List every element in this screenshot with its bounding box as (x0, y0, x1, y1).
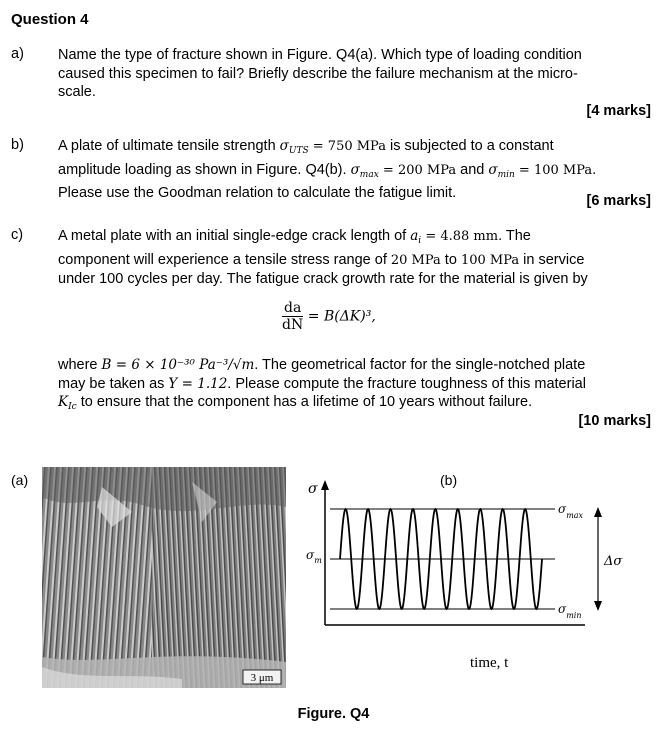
text: and (456, 161, 489, 178)
text: to ensure that the component has a lifetime of 10 years without failure. (76, 394, 533, 410)
arrow-up-icon (594, 507, 602, 517)
part-c-line-3: under 100 cycles per day. The fatigue crack growth rate for the material is given by (58, 271, 588, 287)
part-c-line-5 (58, 375, 653, 394)
part-b-line-3: Please use the Goodman relation to calculate the fatigue limit. (58, 185, 457, 201)
text: where (58, 357, 102, 373)
scale-bar-label: 3 μm (250, 672, 274, 684)
eq-denominator: dN (282, 317, 304, 333)
part-a-label: a) (11, 46, 24, 62)
derivative-fraction (282, 300, 303, 333)
part-a-line: Name the type of fracture shown in Figure. Q4(a). Which type of loading condition (58, 47, 582, 63)
part-c-text (58, 227, 653, 289)
part-b-label: b) (11, 137, 24, 153)
part-c-line-6 (58, 393, 653, 417)
text: A plate of ultimate tensile strength (58, 138, 280, 154)
time-axis-label: time, t (470, 655, 509, 671)
part-c-text-2 (58, 356, 653, 417)
a-initial: $a_i$ (410, 228, 422, 246)
text: component will experience a tensile stress range of (58, 251, 391, 268)
sigma-max: $\sigma_{max}$ (350, 161, 379, 180)
text: . The (498, 228, 531, 244)
text: in service (519, 251, 585, 268)
part-c-line-2 (58, 251, 653, 271)
text: may be taken as (58, 375, 169, 392)
max-value: = 200 MPa (378, 162, 457, 178)
figure-a-label: (a) (11, 472, 29, 488)
y-axis-arrow-icon (321, 480, 329, 490)
part-b-line-2 (58, 161, 653, 185)
sigma-max-label: $\sigma_{max}$ (558, 502, 584, 520)
part-c-line-4 (58, 356, 653, 375)
sigma-m-label: $\sigma_m$ (306, 548, 322, 565)
figure-b-label: (b) (440, 472, 458, 488)
eq-numerator: da (284, 300, 302, 316)
part-a-text (58, 46, 653, 102)
k-ic: $K_{Ic}$ (58, 394, 77, 412)
arrow-down-icon (594, 601, 602, 611)
range-high: 100 MPa (460, 252, 520, 268)
text: amplitude loading as shown in Figure. Q4(b). (58, 161, 351, 178)
sigma-axis-label: σ (308, 481, 318, 497)
y-factor: Y = 1.12 (168, 375, 228, 392)
text: . Please compute the fracture toughness of this material (227, 375, 586, 392)
fatigue-striation-micrograph (42, 467, 286, 688)
range-low: 20 MPa (390, 252, 441, 268)
part-c-marks: [10 marks] (578, 413, 651, 429)
figure-caption: Figure. Q4 (297, 706, 370, 722)
sigma-min: $\sigma_{min}$ (488, 161, 515, 180)
eq-rhs: = B(ΔK)³, (307, 308, 376, 325)
uts-value: = 750 MPa (308, 139, 386, 154)
min-value: = 100 MPa. (514, 162, 597, 178)
part-a-line: caused this specimen to fail? Briefly describe the failure mechanism at the micro- (58, 65, 578, 82)
question-title: Question 4 (11, 11, 89, 28)
delta-sigma-label: Δσ (604, 554, 623, 569)
part-c-line-1 (58, 227, 653, 251)
part-a-marks: [4 marks] (586, 103, 651, 119)
text: A metal plate with an initial single-edge crack length of (58, 228, 411, 244)
part-b-line-1 (58, 137, 653, 161)
sigma-uts: $\sigma_{UTS}$ (279, 138, 309, 156)
text: . The geometrical factor for the single-notched plate (254, 357, 586, 373)
part-c-label: c) (11, 227, 24, 243)
part-b-marks: [6 marks] (586, 193, 651, 209)
cyclic-stress-plot (300, 475, 640, 675)
part-a-line: scale. (58, 84, 96, 100)
ai-value: = 4.88 mm (421, 229, 499, 244)
b-constant: B = 6 × 10⁻³⁰ Pa⁻³/√m (101, 357, 255, 373)
sigma-min-label: $\sigma_{min}$ (558, 602, 582, 620)
text: is subjected to a constant (385, 138, 554, 154)
crack-growth-equation (282, 300, 376, 333)
text: to (440, 251, 461, 268)
part-b-text (58, 137, 653, 203)
